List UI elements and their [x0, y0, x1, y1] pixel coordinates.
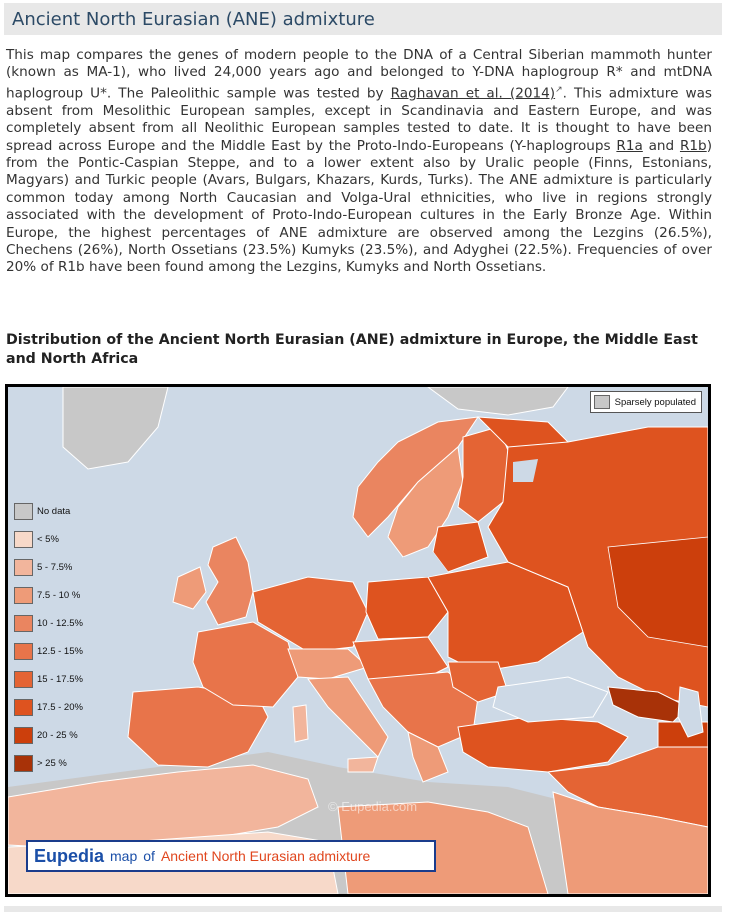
- legend-swatch: [14, 755, 33, 772]
- link-r1a[interactable]: R1a: [616, 137, 643, 154]
- intro-text-4: ) from the Pontic-Caspian Steppe, and to a lower extent also by Uralic people (Finns, Estonians, Magyars) and Turkic people (Avars, Bulgars, Khazars, Kurds, Turks). The ANE admixture is particularly common today among North Caucasian and Volga-Ural ethnicities, who live in regions strongly associated with the development of Proto-Indo-European cultures in the Early Bronze Age. Within Europe, the highest percentages of ANE admixture are observed among the Lezgins (26.5%), Chechens (26%), North Ossetians (23.5%) Kumyks (23.5%), and Adyghei (22.5%). Frequencies of over 20% of R1b have been found among the Lezgins, Kumyks and North Ossetians.: [6, 137, 712, 276]
- legend-label: > 25 %: [37, 757, 67, 769]
- sparse-label: Sparsely populated: [614, 396, 696, 408]
- footer-bar: [4, 906, 722, 912]
- sicily-region: [348, 757, 378, 772]
- great-britain-region: [206, 537, 253, 625]
- sardinia-corsica: [293, 705, 308, 742]
- map-section-title: Distribution of the Ancient North Eurasian (ANE) admixture in Europe, the Middle East and North Africa: [6, 332, 698, 367]
- legend-row: [14, 525, 104, 553]
- legend-swatch: [14, 531, 33, 548]
- alpine-region: [288, 649, 368, 679]
- eupedia-watermark: © Eupedia.com: [328, 799, 418, 814]
- banner-subject: Ancient North Eurasian admixture: [160, 848, 371, 864]
- legend-swatch: [14, 587, 33, 604]
- map-drawing: [8, 387, 708, 894]
- legend-row: [14, 665, 104, 693]
- map-banner: [26, 840, 436, 872]
- legend-swatch: [14, 559, 33, 576]
- legend-label: 12.5 - 15%: [37, 645, 83, 657]
- ane-admixture-map: [5, 384, 711, 897]
- legend-label: 20 - 25 %: [37, 729, 78, 741]
- intro-text-2: . This admixture was absent from Mesolithic European samples, except in Scandinavia and Eastern Europe, and was completely absent from all Neolithic European samples tested to date. It is thought to have been spread across Europe and the Middle East by the Proto-Indo-Europeans (Y-haplogroups: [6, 85, 712, 154]
- banner-of-word: of: [143, 848, 155, 864]
- legend-label: 15 - 17.5%: [37, 673, 83, 685]
- page-title: Ancient North Eurasian (ANE) admixture: [12, 8, 375, 30]
- link-r1b[interactable]: R1b: [679, 137, 707, 154]
- legend-row: [14, 749, 104, 777]
- legend-row: [14, 721, 104, 749]
- legend-row: [14, 693, 104, 721]
- eupedia-logo: Eupedia: [34, 845, 105, 866]
- legend-label: 10 - 12.5%: [37, 617, 83, 629]
- legend-swatch: [14, 643, 33, 660]
- legend-label: 7.5 - 10 %: [37, 589, 81, 601]
- legend-swatch: [14, 699, 33, 716]
- ireland-region: [173, 567, 206, 609]
- legend-swatch: [14, 727, 33, 744]
- arctic-islands: [428, 387, 568, 415]
- legend-row: [14, 609, 104, 637]
- legend-label: No data: [37, 505, 71, 517]
- intro-text-3: and: [642, 137, 680, 154]
- turkey-region: [458, 717, 628, 772]
- legend-swatch: [14, 671, 33, 688]
- banner-map-word: map: [110, 848, 138, 864]
- legend-row: [14, 497, 104, 525]
- greenland-iceland-landmass: [63, 387, 168, 469]
- black-sea: [493, 677, 608, 722]
- sparsely-populated-legend: [590, 391, 702, 413]
- map-legend: [14, 497, 104, 777]
- legend-row: [14, 581, 104, 609]
- legend-swatch: [14, 615, 33, 632]
- intro-text-1: This map compares the genes of modern people to the DNA of a Central Siberian mammoth hunter (known as MA-1), who lived 24,000 years ago and belonged to Y-DNA haplogroup R* and mtDNA haplogroup U*. The Paleolithic sample was tested by: [6, 47, 712, 102]
- legend-swatch: [14, 503, 33, 520]
- link-raghavan-2014[interactable]: Raghavan et al. (2014): [390, 85, 556, 102]
- legend-label: 17.5 - 20%: [37, 701, 83, 713]
- legend-row: [14, 553, 104, 581]
- legend-row: [14, 637, 104, 665]
- sparse-swatch: [594, 395, 610, 409]
- legend-label: < 5%: [37, 533, 59, 545]
- intro-paragraph: [6, 47, 712, 277]
- legend-label: 5 - 7.5%: [37, 561, 73, 573]
- external-link-icon: ↗: [555, 84, 563, 95]
- title-bar: [4, 3, 722, 35]
